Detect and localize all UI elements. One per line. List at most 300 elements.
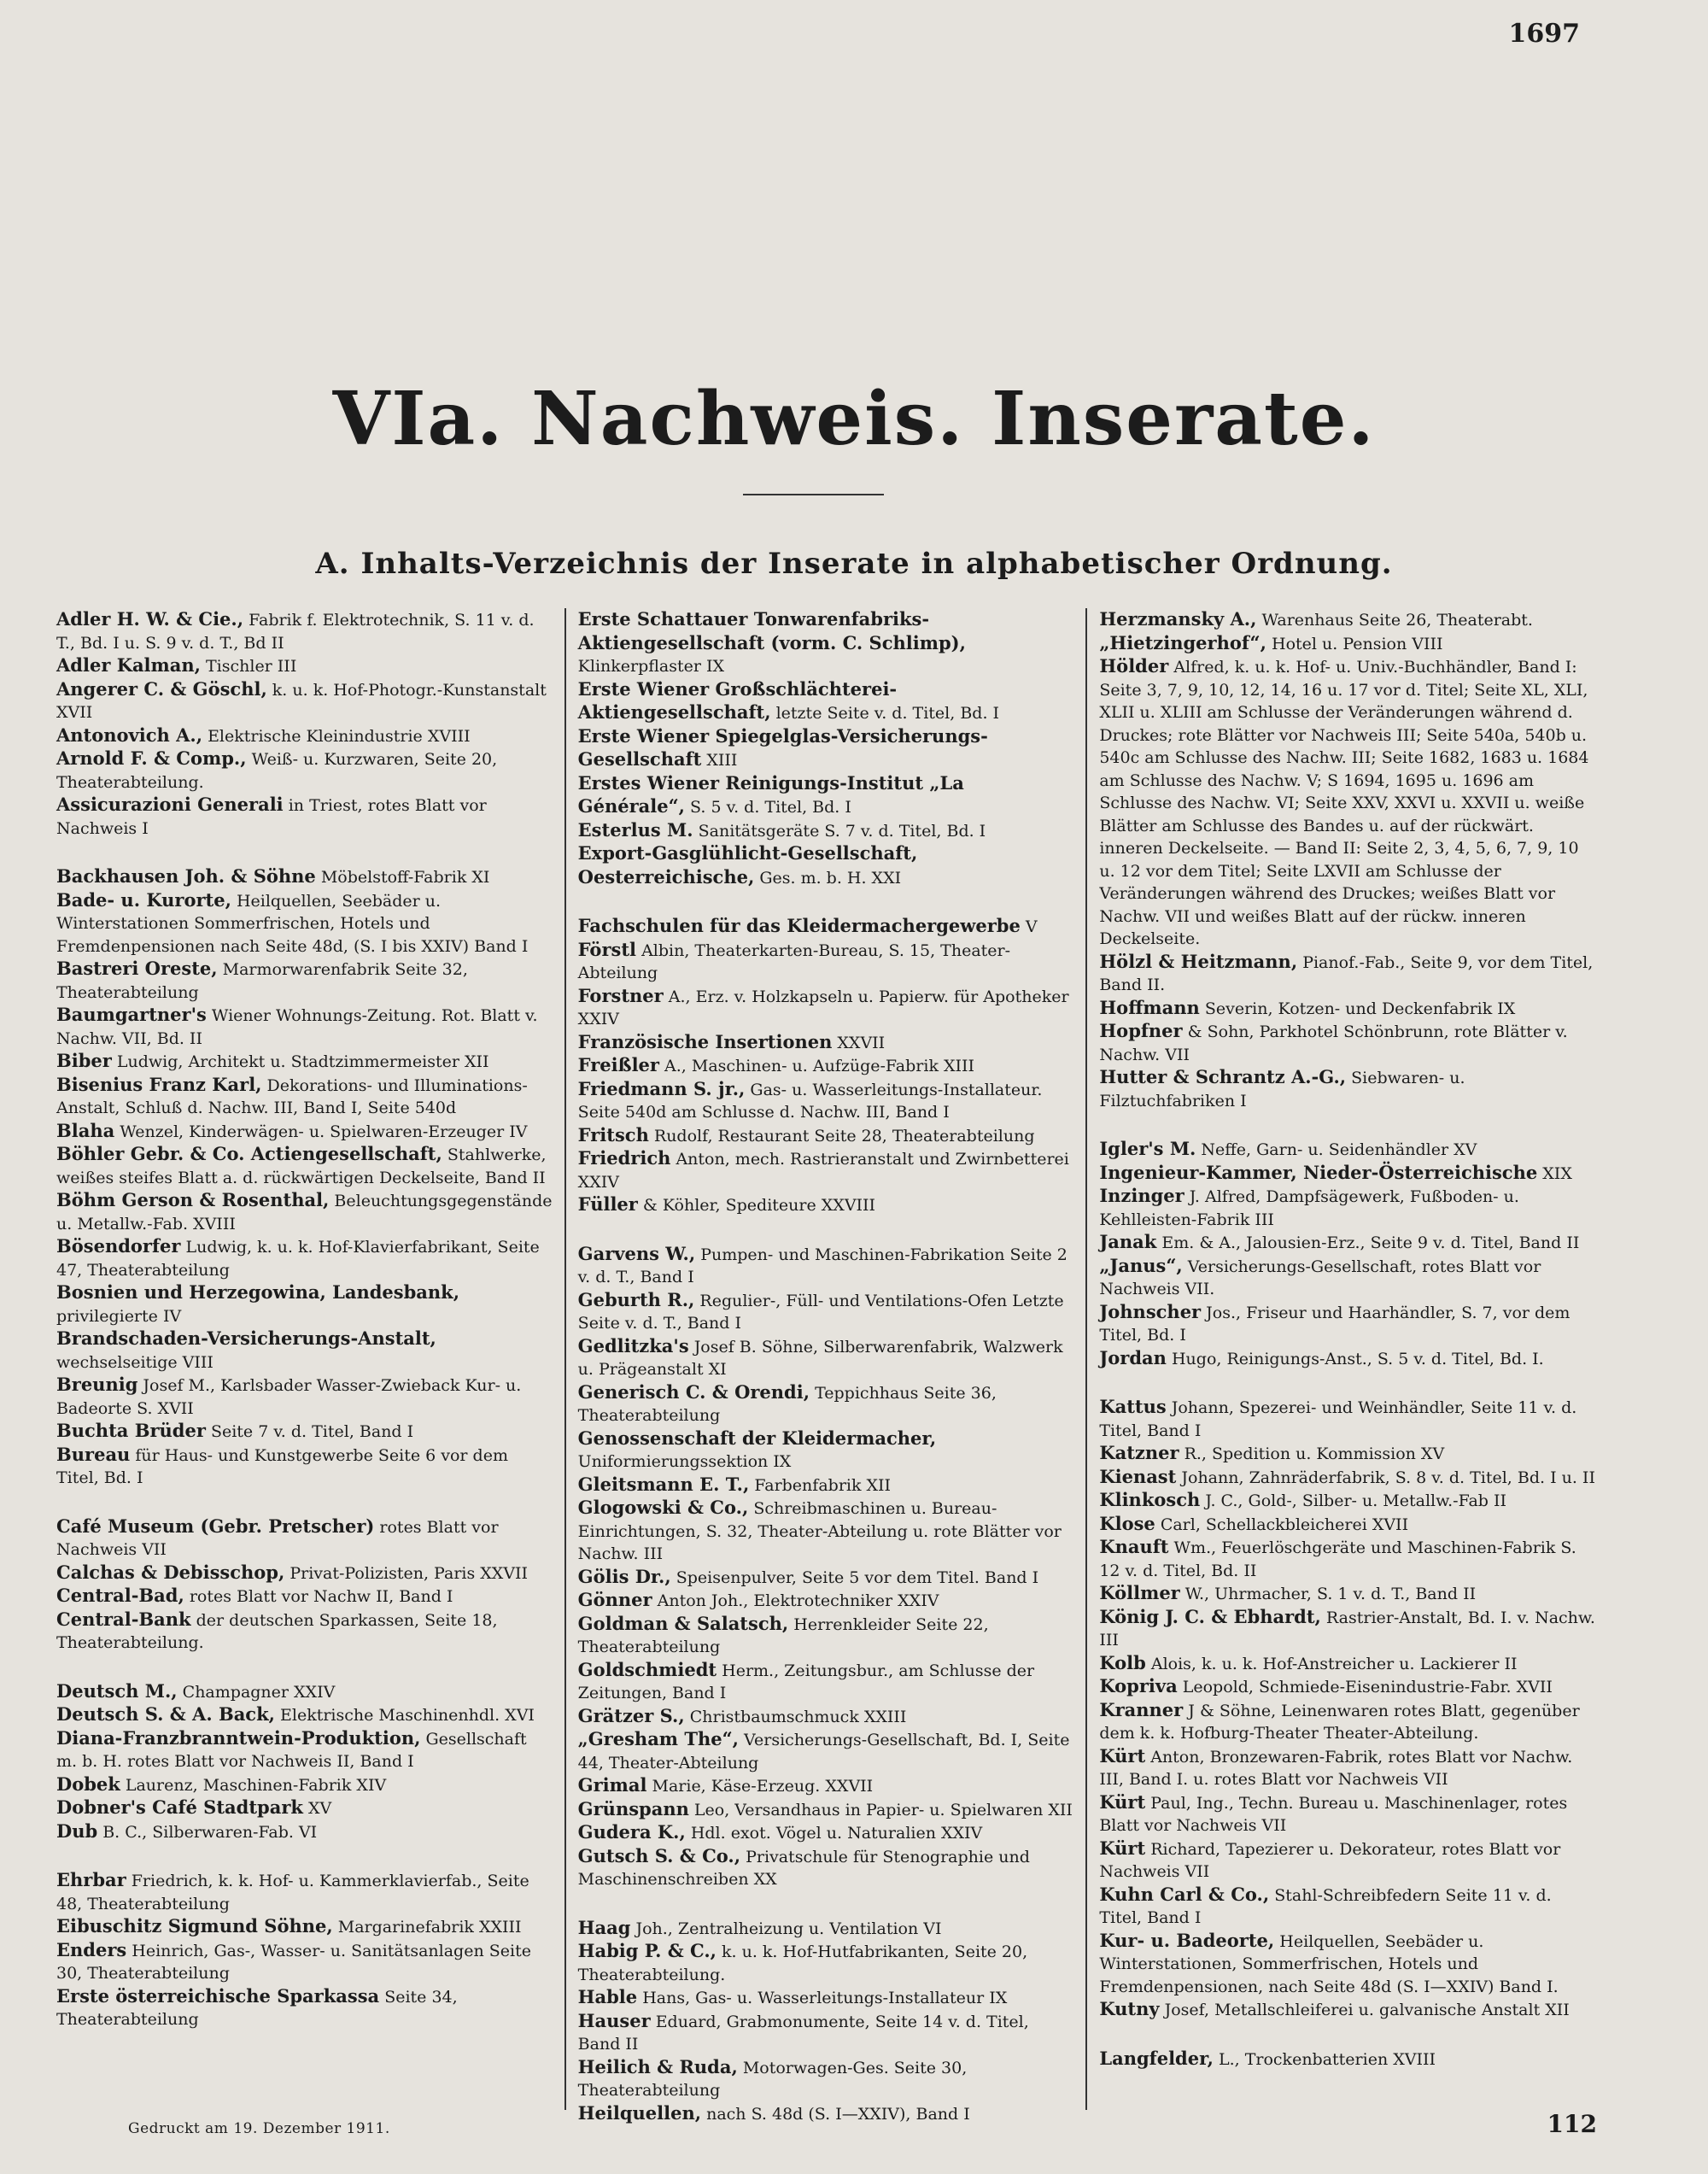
index-entry — [1099, 1513, 1595, 1537]
entry-name: Bastreri Oreste, — [56, 958, 218, 979]
entry-details: Wenzel, Kinderwägen- u. Spielwaren-Erzeuger IV — [120, 1122, 528, 1141]
footer-page-number: 112 — [1547, 2110, 1597, 2138]
index-entry — [578, 2102, 1074, 2126]
entry-name: Angerer C. & Göschl, — [56, 677, 267, 700]
print-date: Gedruckt am 19. Dezember 1911. — [128, 2120, 390, 2137]
index-entry — [1099, 997, 1595, 1021]
index-entry — [56, 1773, 553, 1797]
entry-name: Kutny — [1099, 1998, 1160, 2019]
entry-name: Förstl — [577, 938, 637, 960]
entry-details: letzte Seite v. d. Titel, Bd. I — [775, 704, 1000, 723]
entry-details: der deutschen Sparkassen, Seite 18, Theaterabteilung. — [56, 1610, 498, 1652]
entry-name: Klose — [1099, 1512, 1155, 1534]
entry-details: Friedrich, k. k. Hof- u. Kammerklavierfab., Seite 48, Theaterabteilung — [56, 1872, 529, 1913]
entry-details: privilegierte IV — [56, 1306, 182, 1326]
entry-name: Generisch C. & Orendi, — [577, 1380, 810, 1403]
entry-details: Ludwig, Architekt u. Stadtzimmermeister XII — [116, 1052, 489, 1071]
entry-details: nach S. 48d (S. I—XXIV), Band I — [706, 2104, 970, 2124]
index-entry — [56, 1915, 553, 1939]
entry-details: Hdl. exot. Vögel u. Naturalien XXIV — [690, 1824, 983, 1843]
index-entry — [56, 654, 553, 678]
entry-details: k. u. k. Hof-Photogr.-Kunstanstalt XVII — [56, 680, 547, 722]
entry-details: Pianof.-Fab., Seite 9, vor dem Titel, Band II. — [1099, 952, 1594, 994]
entry-name: Erste Schattauer Tonwarenfabriks-Aktiengesellschaft (vorm. C. Schlimp), — [577, 608, 966, 653]
entry-name: Deutsch M., — [56, 1679, 178, 1702]
entry-details: Farbenfabrik XII — [754, 1475, 892, 1495]
entry-name: Hauser — [577, 2009, 651, 2031]
entry-name: Esterlus M. — [577, 818, 693, 841]
entry-name: Bureau — [56, 1443, 131, 1465]
index-entry — [578, 1054, 1074, 1078]
entry-name: Blaha — [56, 1119, 115, 1141]
entry-name: Heilquellen, — [577, 2101, 702, 2124]
entry-name: Gutsch S. & Co., — [577, 1844, 741, 1866]
entry-name: Assicurazioni Generali — [56, 794, 284, 815]
index-entry — [578, 1798, 1074, 1822]
entry-name: Goldman & Salatsch, — [577, 1612, 789, 1634]
index-entry — [1099, 1536, 1595, 1582]
entry-details: Stahlwerke, weißes steifes Blatt a. d. rückwärtigen Deckelseite, Band II — [56, 1146, 547, 1187]
index-entry — [56, 1680, 553, 1704]
entry-details: Beleuchtungsgegenstände u. Metallw.-Fab. XVIII — [56, 1192, 553, 1233]
index-entry — [578, 1243, 1074, 1289]
index-entry — [56, 1985, 553, 2031]
entry-name: Calchas & Debisschop, — [56, 1561, 285, 1583]
index-entry — [578, 1193, 1074, 1217]
entry-name: Knauft — [1099, 1536, 1169, 1557]
index-entry — [56, 1727, 553, 1773]
index-entry — [578, 1917, 1074, 1941]
entry-name: Diana-Franzbranntwein-Produktion, — [56, 1726, 421, 1749]
entry-name: Französische Insertionen — [577, 1030, 833, 1052]
entry-details: Fabrik f. Elektrotechnik, S. 11 v. d. T., Bd. I u. S. 9 v. d. T., Bd II — [56, 611, 535, 653]
entry-details: Tischler III — [205, 657, 297, 676]
index-entry — [1099, 1884, 1595, 1930]
entry-name: Herzmansky A., — [1099, 608, 1257, 630]
index-entry — [1099, 1930, 1595, 1999]
entry-name: Bade- u. Kurorte, — [56, 888, 231, 911]
entry-name: Böhm Gerson & Rosenthal, — [56, 1189, 330, 1210]
index-column-2 — [564, 608, 1086, 2124]
entry-details: rotes Blatt vor Nachweis VII — [56, 1517, 499, 1559]
entry-details: Uniformierungssektion IX — [577, 1452, 792, 1471]
entry-name: Kürt — [1099, 1837, 1146, 1859]
index-entry — [578, 1335, 1074, 1381]
entry-name: Geburth R., — [577, 1288, 695, 1310]
entry-details: Heilquellen, Seebäder u. Winterstationen, Sommerfrischen, Hotels und Fremdenpensionen, nach Seite 48d (S. I—XXIV) Band I. — [1099, 1931, 1559, 1996]
entry-details: Sanitätsgeräte S. 7 v. d. Titel, Bd. I — [698, 821, 986, 841]
index-entry — [56, 1585, 553, 1609]
entry-details: Gas- u. Wasserleitungs-Installateur. Seite 540d am Schlusse d. Nachw. III, Band I — [577, 1080, 1043, 1122]
index-column-1 — [44, 608, 564, 2110]
index-entry — [56, 1939, 553, 1985]
entry-name: Bösendorfer — [56, 1235, 181, 1257]
index-entry — [56, 1444, 553, 1490]
index-entry — [56, 608, 553, 654]
entry-name: Kolb — [1099, 1651, 1146, 1673]
index-entry — [56, 1562, 553, 1585]
entry-name: Adler H. W. & Cie., — [56, 608, 244, 630]
entry-details: Heilquellen, Seebäder u. Winterstationen Sommerfrischen, Hotels und Fremdenpensionen nach Seite 48d, (S. I bis XXIV) Band I — [56, 891, 529, 956]
index-entry — [56, 1515, 553, 1562]
entry-name: Hölzl & Heitzmann, — [1099, 950, 1298, 972]
entry-details: Herrenkleider Seite 22, Theaterabteilung — [577, 1614, 989, 1656]
entry-details: Johann, Zahnräderfabrik, S. 8 v. d. Titel, Bd. I u. II — [1181, 1468, 1595, 1487]
entry-details: XIII — [706, 751, 738, 770]
index-entry — [1099, 1255, 1595, 1301]
entry-name: Kuhn Carl & Co., — [1099, 1883, 1270, 1905]
entry-name: Bisenius Franz Karl, — [56, 1073, 262, 1095]
entry-details: Eduard, Grabmonumente, Seite 14 v. d. Titel, Band II — [577, 2012, 1029, 2054]
entry-details: R., Spedition u. Kommission XV — [1184, 1444, 1445, 1463]
entry-name: Gölis Dr., — [577, 1565, 671, 1587]
index-entry — [56, 1703, 553, 1727]
entry-name: Arnold F. & Comp., — [56, 747, 247, 769]
index-entry — [1099, 1582, 1595, 1606]
entry-name: Garvens W., — [577, 1242, 696, 1264]
index-entry — [578, 1986, 1074, 2010]
entry-name: Inzinger — [1099, 1185, 1184, 1206]
entry-name: Dobek — [56, 1773, 120, 1795]
entry-name: Gudera K., — [577, 1821, 686, 1843]
entry-name: Fachschulen für das Kleidermachergewerbe — [577, 915, 1021, 936]
entry-details: in Triest, rotes Blatt vor Nachweis I — [56, 796, 487, 838]
entry-details: & Köhler, Spediteure XXVIII — [642, 1196, 876, 1215]
index-entry — [1099, 1606, 1595, 1652]
entry-name: Klinkosch — [1099, 1489, 1201, 1510]
index-entry — [578, 1821, 1074, 1845]
entry-name: Ingenieur-Kammer, Nieder-Österreichische — [1099, 1161, 1538, 1183]
entry-details: A., Erz. v. Holzkapseln u. Papierw. für Apotheker XXIV — [577, 987, 1069, 1028]
entry-name: Igler's M. — [1099, 1138, 1196, 1159]
entry-details: Josef, Metallschleiferei u. galvanische Anstalt XII — [1164, 2001, 1570, 2019]
entry-details: wechselseitige VIII — [56, 1352, 214, 1372]
index-entry — [56, 1050, 553, 1074]
index-entry — [56, 1420, 553, 1444]
entry-name: Hable — [577, 1986, 638, 2007]
entry-details: Neffe, Garn- u. Seidenhändler XV — [1201, 1140, 1477, 1159]
index-entry — [1099, 632, 1595, 656]
index-entry — [578, 1427, 1074, 1474]
index-entry — [578, 1659, 1074, 1705]
index-entry — [578, 2010, 1074, 2056]
entry-details: Teppichhaus Seite 36, Theaterabteilung — [577, 1383, 997, 1425]
page-number: 1697 — [1508, 19, 1580, 49]
entry-name: Friedrich — [577, 1147, 671, 1169]
entry-details: Wiener Wohnungs-Zeitung. Rot. Blatt v. Nachw. VII, Bd. II — [56, 1006, 538, 1048]
index-entry — [1099, 1837, 1595, 1884]
entry-details: Versicherungs-Gesellschaft, rotes Blatt vor Nachweis VII. — [1099, 1257, 1541, 1298]
entry-name: Central-Bank — [56, 1608, 191, 1630]
index-entry — [578, 678, 1074, 725]
index-entry — [578, 725, 1074, 772]
entry-details: Alois, k. u. k. Hof-Anstreicher u. Lackierer II — [1150, 1654, 1518, 1673]
entry-name: Johnscher — [1099, 1300, 1202, 1322]
index-entry — [1099, 1489, 1595, 1513]
entry-name: „Hietzingerhof“, — [1099, 631, 1266, 653]
entry-details: Pumpen- und Maschinen-Fabrikation Seite 2 v. d. T., Band I — [577, 1245, 1068, 1286]
entry-details: Christbaumschmuck XXIII — [689, 1707, 907, 1726]
entry-name: Deutsch S. & A. Back, — [56, 1703, 275, 1725]
index-entry — [1099, 1020, 1595, 1066]
index-entry — [56, 1281, 553, 1327]
entry-details: W., Uhrmacher, S. 1 v. d. T., Band II — [1184, 1585, 1477, 1603]
index-entry — [578, 1474, 1074, 1497]
entry-details: Margarinefabrik XXIII — [337, 1918, 522, 1937]
entry-name: Antonovich A., — [56, 724, 203, 746]
entry-name: Kürt — [1099, 1790, 1146, 1813]
entry-name: Böhler Gebr. & Co. Actiengesellschaft, — [56, 1143, 442, 1164]
entry-name: Erste Wiener Spiegelglas-Versicherungs-Gesellschaft — [577, 724, 988, 770]
entry-name: Eibuschitz Sigmund Söhne, — [56, 1915, 333, 1937]
index-entry — [578, 939, 1074, 985]
entry-details: Hans, Gas- u. Wasserleitungs-Installateur IX — [642, 1989, 1008, 2007]
entry-name: Füller — [577, 1193, 638, 1215]
entry-name: Hopfner — [1099, 1020, 1183, 1041]
entry-details: Albin, Theaterkarten-Bureau, S. 15, Theater-Abteilung — [577, 941, 1011, 982]
index-entry — [578, 1124, 1074, 1148]
entry-name: Café Museum (Gebr. Pretscher) — [56, 1515, 375, 1537]
entry-details: J. C., Gold-, Silber- u. Metallw.-Fab II — [1205, 1491, 1507, 1510]
index-entry — [578, 1613, 1074, 1659]
index-entry — [56, 1004, 553, 1050]
entry-name: Export-Gasglühlicht-Gesellschaft, Oesterreichische, — [577, 842, 918, 888]
index-entry — [1099, 1347, 1595, 1371]
entry-name: Freißler — [577, 1054, 659, 1075]
entry-details: Jos., Friseur und Haarhändler, S. 7, vor dem Titel, Bd. I — [1099, 1303, 1571, 1345]
entry-name: Genossenschaft der Kleidermacher, — [577, 1427, 937, 1449]
entry-name: Langfelder, — [1099, 2047, 1214, 2069]
index-entry — [578, 1940, 1074, 1986]
entry-name: Ehrbar — [56, 1869, 126, 1890]
index-entry — [56, 1374, 553, 1420]
index-entry — [56, 1189, 553, 1235]
entry-name: Forstner — [577, 984, 664, 1006]
entry-name: Adler Kalman, — [56, 654, 201, 676]
index-entry — [1099, 951, 1595, 997]
entry-name: Kopriva — [1099, 1675, 1178, 1696]
entry-details: Gesellschaft m. b. H. rotes Blatt vor Nachweis II, Band I — [56, 1729, 527, 1771]
index-entry — [578, 1289, 1074, 1335]
index-entry — [1099, 1699, 1595, 1745]
entry-name: Grätzer S., — [577, 1704, 685, 1726]
entry-name: Erstes Wiener Reinigungs-Institut „La Générale“, — [577, 771, 964, 817]
index-entry — [56, 794, 553, 840]
entry-details: Hugo, Reinigungs-Anst., S. 5 v. d. Titel, Bd. I. — [1171, 1349, 1544, 1368]
index-entry — [578, 1774, 1074, 1798]
index-entry — [56, 1235, 553, 1281]
index-entry — [1099, 2048, 1595, 2071]
entry-name: Erste Wiener Großschlächterei-Aktiengesellschaft, — [577, 677, 898, 723]
entry-details: Alfred, k. u. k. Hof- u. Univ.-Buchhändler, Band I: Seite 3, 7, 9, 10, 12, 14, 16 u. 17 vor d. Titel; Seite XL, XLI, XLII u. XLIII am Schlusse der Veränderungen während d. Druckes; rote Blätter vor Nachweis III; Seite 540a, 540b u. 540c am Schlusse des Nachw. III; Seite 1682, 1683 u. 1684 am Schlusse des Nachw. V; S 1694, 1695 u. 1696 am Schlusse des Nachw. VI; Seite XXV, XXVI u. XXVII u. weiße Blätter am Schlusse des Bandes u. auf der rückwärt. inneren Deckelseite. — Band II: Seite 2, 3, 4, 5, 6, 7, 9, 10 u. 12 vor dem Titel; Seite LXVII am Schlusse der Veränderungen während des Druckes; weißes Blatt vor Nachw. VII und weißes Blatt auf der rückw. inneren Deckelseite. — [1099, 658, 1589, 948]
index-entry — [56, 678, 553, 724]
index-entry — [56, 1609, 553, 1655]
entry-details: Herm., Zeitungsbur., am Schlusse der Zeitungen, Band I — [577, 1661, 1035, 1702]
entry-details: Privat-Polizisten, Paris XXVII — [290, 1563, 529, 1583]
entry-details: Schreibmaschinen u. Bureau-Einrichtungen, S. 32, Theater-Abteilung u. rote Blätter vor Nachw. III — [577, 1499, 1062, 1563]
entry-name: Heilich & Ruda, — [577, 2055, 738, 2077]
entry-details: Weiß- u. Kurzwaren, Seite 20, Theaterabteilung. — [56, 750, 498, 792]
index-entry — [578, 1381, 1074, 1427]
entry-details: Seite 7 v. d. Titel, Band I — [210, 1422, 414, 1441]
entry-name: Goldschmiedt — [577, 1658, 717, 1680]
index-entry — [56, 1869, 553, 1915]
entry-details: für Haus- und Kunstgewerbe Seite 6 vor dem Titel, Bd. I — [56, 1445, 508, 1487]
entry-details: Paul, Ing., Techn. Bureau u. Maschinenlager, rotes Blatt vor Nachweis VII — [1099, 1793, 1568, 1835]
entry-name: Janak — [1099, 1231, 1157, 1252]
entry-details: Heinrich, Gas-, Wasser- u. Sanitätsanlagen Seite 30, Theaterabteilung — [56, 1941, 531, 1983]
index-entry — [1099, 1745, 1595, 1791]
index-column-3 — [1085, 608, 1607, 2110]
entry-name: Habig P. & C., — [577, 1940, 717, 1961]
index-entry — [1099, 1162, 1595, 1186]
entry-details: Severin, Kotzen- und Deckenfabrik IX — [1204, 999, 1516, 1018]
entry-details: Johann, Spezerei- und Weinhändler, Seite 11 v. d. Titel, Band I — [1099, 1398, 1577, 1440]
index-entry — [56, 958, 553, 1004]
entry-details: & Sohn, Parkhotel Schönbrunn, rote Blätter v. Nachw. VII — [1099, 1023, 1568, 1064]
entry-name: Dobner's Café Stadtpark — [56, 1796, 303, 1818]
entry-details: Versicherungs-Gesellschaft, Bd. I, Seite 44, Theater-Abteilung — [577, 1731, 1070, 1773]
entry-name: Gleitsmann E. T., — [577, 1473, 750, 1495]
entry-details: XXVII — [837, 1033, 886, 1052]
index-entry — [1099, 608, 1595, 632]
entry-details: L., Trockenbatterien XVIII — [1218, 2049, 1436, 2069]
entry-details: Leo, Versandhaus in Papier- u. Spielwaren XII — [693, 1800, 1073, 1819]
entry-name: Jordan — [1099, 1346, 1167, 1368]
entry-details: Elektrische Kleinindustrie XVIII — [208, 726, 471, 746]
entry-details: A., Maschinen- u. Aufzüge-Fabrik XIII — [664, 1057, 975, 1075]
entry-name: „Janus“, — [1099, 1254, 1183, 1276]
entry-details: Privatschule für Stenographie und Maschinenschreiben XX — [577, 1847, 1030, 1889]
index-entry — [578, 1728, 1074, 1774]
entry-details: Wm., Feuerlöschgeräte und Maschinen-Fabrik S. 12 v. d. Titel, Bd. II — [1099, 1538, 1576, 1580]
entry-name: Kienast — [1099, 1465, 1177, 1487]
entry-details: V — [1025, 917, 1038, 936]
entry-details: J & Söhne, Leinenwaren rotes Blatt, gegenüber dem k. k. Hofburg-Theater Theater-Abteilung. — [1099, 1701, 1580, 1743]
index-entry — [578, 2056, 1074, 2102]
index-entry — [578, 985, 1074, 1031]
index-entry — [56, 1074, 553, 1120]
section-heading: A. Inhalts-Verzeichnis der Inserate in alphabetischer Ordnung. — [315, 547, 1393, 581]
entry-details: Motorwagen-Ges. Seite 30, Theaterabteilung — [577, 2058, 968, 2100]
entry-details: Joh., Zentralheizung u. Ventilation VI — [635, 1919, 942, 1938]
entry-details: Rastrier-Anstalt, Bd. I. v. Nachw. III — [1099, 1608, 1595, 1650]
entry-details: Em. & A., Jalousien-Erz., Seite 9 v. d. Titel, Band II — [1161, 1233, 1580, 1252]
entry-name: Gedlitzka's — [577, 1334, 689, 1357]
entry-name: Buchta Brüder — [56, 1420, 206, 1441]
index-entry — [578, 1497, 1074, 1566]
entry-name: Bosnien und Herzegowina, Landesbank, — [56, 1281, 460, 1303]
entry-details: Marie, Käse-Erzeug. XXVII — [652, 1777, 874, 1796]
entry-name: König J. C. & Ebhardt, — [1099, 1605, 1321, 1627]
index-entry — [1099, 1652, 1595, 1676]
entry-details: S. 5 v. d. Titel, Bd. I — [690, 798, 851, 817]
entry-details: XV — [308, 1799, 332, 1818]
entry-name: Brandschaden-Versicherungs-Anstalt, — [56, 1327, 436, 1349]
entry-details: Marmorwarenfabrik Seite 32, Theaterabteilung — [56, 960, 468, 1002]
entry-name: Biber — [56, 1050, 112, 1071]
entry-name: Hölder — [1099, 655, 1169, 677]
entry-name: Gönner — [577, 1589, 652, 1610]
entry-details: Möbelstoff-Fabrik XI — [320, 868, 490, 887]
index-entry — [1099, 1442, 1595, 1466]
index-entry — [1099, 1791, 1595, 1837]
index-entry — [56, 1796, 553, 1820]
entry-name: Baumgartner's — [56, 1004, 207, 1025]
index-entry — [578, 915, 1074, 939]
entry-details: Laurenz, Maschinen-Fabrik XIV — [125, 1775, 387, 1795]
entry-name: Kürt — [1099, 1744, 1146, 1767]
index-entry — [1099, 1396, 1595, 1442]
entry-details: B. C., Silberwaren-Fab. VI — [102, 1822, 318, 1842]
entry-details: Siebwaren- u. Filztuchfabriken I — [1099, 1069, 1465, 1110]
entry-details: Leopold, Schmiede-Eisenindustrie-Fabr. XVII — [1182, 1678, 1553, 1696]
entry-name: Köllmer — [1099, 1582, 1180, 1603]
entry-details: Anton Joh., Elektrotechniker XXIV — [657, 1591, 939, 1610]
index-entry — [578, 772, 1074, 819]
index-entry — [578, 1566, 1074, 1590]
entry-details: Ludwig, k. u. k. Hof-Klavierfabrikant, Seite 47, Theaterabteilung — [56, 1238, 540, 1280]
index-entry — [1099, 1466, 1595, 1490]
entry-details: Rudolf, Restaurant Seite 28, Theaterabteilung — [653, 1126, 1035, 1146]
index-entry — [578, 1589, 1074, 1613]
entry-details: Champagner XXIV — [182, 1682, 336, 1702]
index-entry — [56, 1327, 553, 1374]
entry-name: Friedmann S. jr., — [577, 1077, 746, 1099]
entry-details: Josef M., Karlsbader Wasser-Zwieback Kur- u. Badeorte S. XVII — [56, 1376, 522, 1418]
entry-name: Katzner — [1099, 1442, 1179, 1463]
index-entry — [1099, 1998, 1595, 2022]
index-entry — [1099, 1138, 1595, 1162]
index-entry — [578, 1078, 1074, 1124]
main-title: VIa. Nachweis. Inserate. — [332, 376, 1376, 462]
entry-name: Breunig — [56, 1374, 138, 1395]
index-entry — [1099, 1231, 1595, 1255]
index-entry — [578, 1705, 1074, 1729]
entry-details: Carl, Schellackbleicherei XVII — [1160, 1515, 1409, 1534]
index-entry — [1099, 1066, 1595, 1112]
index-entry — [1099, 1675, 1595, 1699]
title-divider — [743, 494, 884, 495]
entry-details: XIX — [1542, 1163, 1572, 1183]
index-entry — [56, 1120, 553, 1144]
entry-name: „Gresham The“, — [577, 1728, 739, 1749]
index-entry — [578, 819, 1074, 843]
entry-name: Kranner — [1099, 1698, 1184, 1720]
index-entry — [56, 724, 553, 748]
entry-name: Grimal — [577, 1774, 647, 1796]
entry-details: Ges. m. b. H. XXI — [759, 868, 902, 888]
index-entry — [578, 1031, 1074, 1055]
index-entry — [1099, 1185, 1595, 1231]
entry-name: Hoffmann — [1099, 996, 1200, 1018]
entry-name: Glogowski & Co., — [577, 1497, 749, 1518]
index-entry — [578, 1147, 1074, 1193]
entry-details: Warenhaus Seite 26, Theaterabt. — [1261, 611, 1533, 630]
entry-details: k. u. k. Hof-Hutfabrikanten, Seite 20, Theaterabteilung. — [577, 1943, 1028, 1984]
index-entry — [578, 1845, 1074, 1891]
entry-name: Haag — [577, 1916, 631, 1938]
entry-details: Elektrische Maschinenhdl. XVI — [280, 1706, 535, 1725]
entry-details: Anton, Bronzewaren-Fabrik, rotes Blatt vor Nachw. III, Band I. u. rotes Blatt vor Nachweis VII — [1099, 1747, 1573, 1789]
entry-details: Anton, mech. Rastrieranstalt und Zwirnbetterei XXIV — [577, 1150, 1069, 1192]
entry-name: Central-Bad, — [56, 1585, 184, 1606]
index-entry — [56, 865, 553, 889]
entry-name: Grünspann — [577, 1797, 689, 1819]
entry-details: Regulier-, Füll- und Ventilations-Ofen Letzte Seite v. d. T., Band I — [577, 1291, 1064, 1333]
entry-details: Stahl-Schreibfedern Seite 11 v. d. Titel, Band I — [1099, 1885, 1552, 1927]
entry-details: J. Alfred, Dampfsägewerk, Fußboden- u. Kehlleisten-Fabrik III — [1099, 1187, 1519, 1229]
